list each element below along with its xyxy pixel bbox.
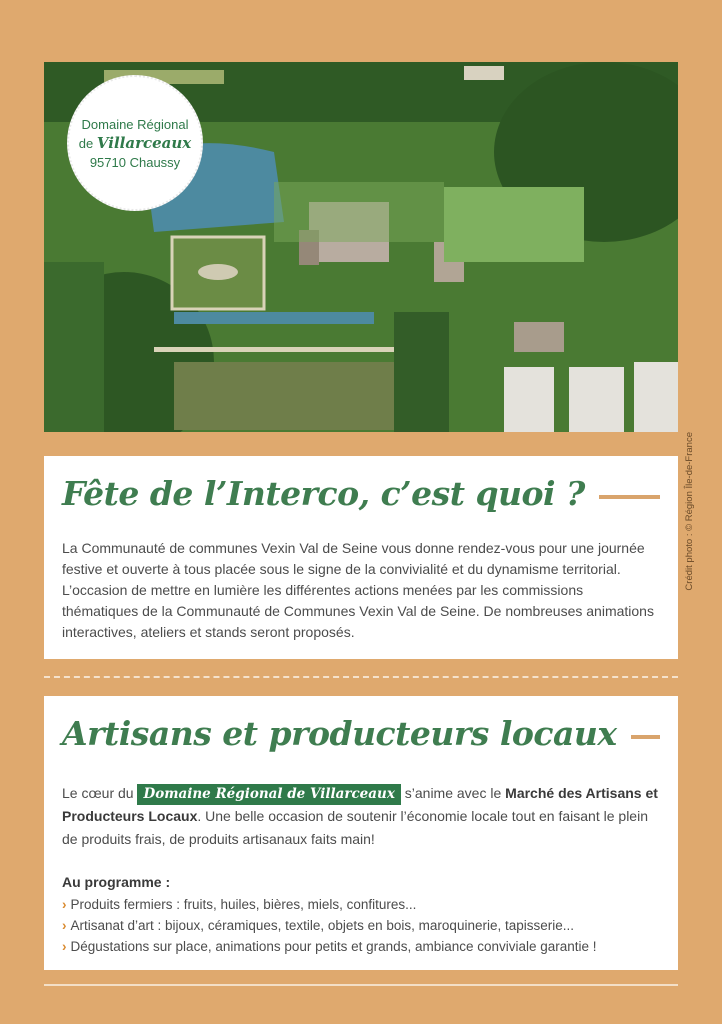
program-item-text: Produits fermiers : fruits, huiles, bières, miels, confitures... (70, 897, 417, 912)
badge-line-postal: 95710 Chaussy (89, 154, 181, 170)
badge-place-name: Villarceaux (96, 133, 192, 152)
artisans-title-row (62, 714, 660, 753)
program-item (62, 936, 668, 957)
chevron-right-icon: › (62, 897, 67, 912)
interco-description: La Communauté de communes Vexin Val de Seine vous donne rendez-vous pour une journée festive et ouverte à tous placée sous le signe de la convivialité et du dynamisme territorial. L’occasion de mettre en lumière les différentes actions menées par les commissions thématiques de la Communauté de Communes Vexin Val de Seine. De nombreuses animations interactives, ateliers et stands seront proposés. (62, 540, 654, 640)
title-rule (599, 495, 660, 499)
domain-highlight-tag: Domaine Régional de Villarceaux (137, 784, 400, 805)
intro-before: Le cœur du (62, 785, 134, 801)
photo-credit (680, 432, 700, 602)
artisans-description (62, 782, 662, 851)
bottom-divider (44, 984, 678, 986)
intro-after: . Une belle occasion de soutenir l’économie locale tout en faisant le plein de produits frais, de produits artisanaux faits main! (62, 808, 648, 847)
badge-prefix: de (78, 135, 94, 151)
interco-title: Fête de l’Interco, c’est quoi ? (62, 474, 585, 513)
chevron-right-icon: › (62, 918, 67, 933)
chevron-right-icon: › (62, 939, 67, 954)
badge-line-name (79, 133, 191, 154)
program-list (62, 894, 668, 957)
market-name: Marché des Artisans et Producteurs Locaux (62, 785, 658, 824)
interco-section (44, 456, 678, 659)
program-item-text: Artisanat d’art : bijoux, céramiques, textile, objets en bois, maroquinerie, tapisserie... (70, 918, 574, 933)
interco-title-row (62, 474, 660, 513)
intro-middle: s’anime avec le (404, 785, 502, 801)
program-heading: Au programme : (62, 874, 171, 890)
title-rule (631, 735, 660, 739)
artisans-section (44, 696, 678, 970)
section-divider (44, 676, 678, 678)
badge-line-domain: Domaine Régional (81, 116, 189, 132)
location-badge (67, 75, 203, 211)
program-item-text: Dégustations sur place, animations pour petits et grands, ambiance conviviale garantie ! (70, 939, 597, 954)
program-item (62, 915, 668, 936)
artisans-title: Artisans et producteurs locaux (62, 714, 617, 753)
program-item (62, 894, 668, 915)
photo-credit-text: Crédit photo : © Région Île-de-France (684, 432, 695, 591)
